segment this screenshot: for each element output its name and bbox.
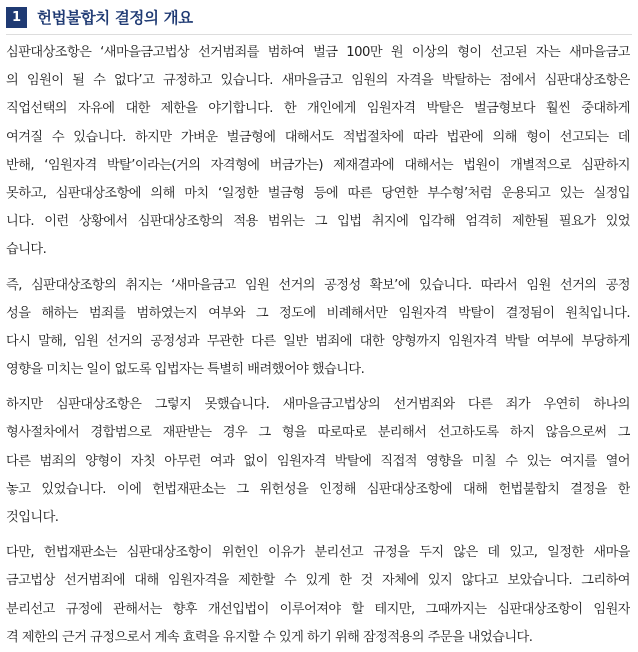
paragraph-line: 형사절차에서 경합범으로 재판받는 경우 그 형을 따로따로 분리해서 선고하도록 하지 않음으로써 그 [6,425,630,441]
paragraph-line: 성을 해하는 범죄를 범하였는지 여부와 그 정도에 비례해서만 임원자격 박탈이 결정됨이 원칙입니다. [6,305,630,321]
paragraph-line: 금고법상 선거범죄에 대해 임원자격을 제한할 수 있게 한 것 자체에 있지 않다고 보았습니다. 그리하여 [6,573,630,589]
body-text [6,39,638,652]
paragraph [6,39,638,265]
paragraph-line: 하지만 심판대상조항은 그렇지 못했습니다. 새마을금고법상의 선거범죄와 다른 죄가 우연히 하나의 [6,397,630,413]
paragraph-line: 다른 범죄의 양형이 자칫 아무런 여과 없이 임원자격 박탈에 직접적 영향을 미칠 수 있는 여지를 열어 [6,453,630,469]
section-heading [6,4,638,30]
paragraph-line: 의 임원이 될 수 없다’고 규정하고 있습니다. 새마을금고 임원의 자격을 박탈하는 점에서 심판대상조항은 [6,73,630,89]
paragraph [6,539,638,652]
paragraph-line: 여겨질 수 있습니다. 하지만 가벼운 벌금형에 대해서도 적법절차에 따라 법관에 의해 형이 선고되는 데 [6,129,630,145]
paragraph-line: 격 제한의 근거 규정으로서 계속 효력을 유지할 수 있게 하기 위해 잠정적용의 주문을 내었습니다. [6,629,533,645]
paragraph-line: 분리선고 규정에 관해서는 향후 개선입법이 이루어져야 할 테지만, 그때까지는 심판대상조항이 임원자 [6,601,630,617]
paragraph-line: 것입니다. [6,510,59,525]
paragraph-line: 다만, 헌법재판소는 심판대상조항이 위헌인 이유가 분리선고 규정을 두지 않은 데 있고, 일정한 새마을 [6,545,630,561]
paragraph-line: 놓고 있었습니다. 이에 헌법재판소는 그 위헌성을 인정해 심판대상조항에 대해 헌법불합치 결정을 한 [6,481,630,497]
paragraph [6,391,638,532]
paragraph-line: 영향을 미치는 일이 없도록 입법자는 특별히 배려했어야 했습니다. [6,362,365,378]
paragraph-line: 즉, 심판대상조항의 취지는 ‘새마을금고 임원 선거의 공정성 확보’에 있습니다. 따라서 임원 선거의 공정 [6,277,630,293]
heading-divider [6,34,632,35]
section-title: 헌법불합치 결정의 개요 [37,9,193,27]
paragraph-line: 니다. 이런 상황에서 심판대상조항의 적용 범위는 그 입법 취지에 입각해 엄격히 제한될 필요가 있었 [6,214,630,230]
paragraph-line: 심판대상조항은 ‘새마을금고법상 선거범죄를 범하여 벌금 100만 원 이상의 형이 선고된 자는 새마을금고 [6,45,630,60]
paragraph-line: 반해, ‘임원자격 박탈’이라는(거의 자격형에 버금가는) 제재결과에 대해서는 법원이 개별적으로 심판하지 [6,157,630,173]
paragraph-line: 직업선택의 자유에 대한 제한을 야기합니다. 한 개인에게 임원자격 박탈은 벌금형보다 훨씬 중대하게 [6,101,630,117]
paragraph-line: 못하고, 심판대상조항에 의해 마치 ‘일정한 벌금형 등에 따른 당연한 부수형’처럼 운용되고 있는 실정입 [6,185,630,201]
paragraph-line: 습니다. [6,242,47,258]
paragraph-line: 다시 말해, 임원 선거의 공정성과 무관한 다른 일반 범죄에 대한 양형까지 임원자격 박탈 여부에 부당하게 [6,333,630,349]
section-number-badge: 1 [6,7,27,28]
paragraph [6,272,638,385]
